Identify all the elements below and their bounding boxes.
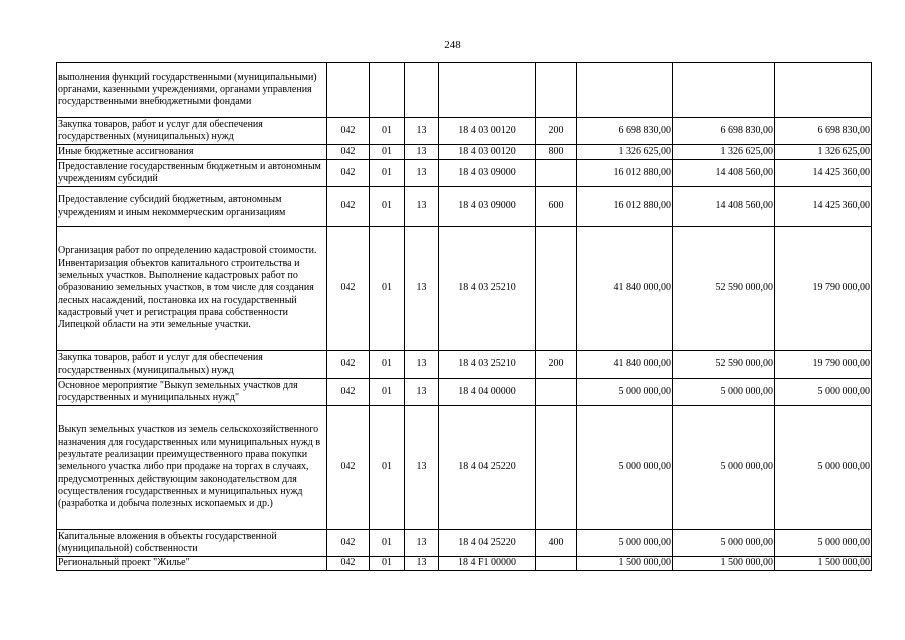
table-body bbox=[57, 63, 872, 571]
row-target-article: 18 4 04 25220 bbox=[439, 530, 536, 557]
row-amount-year-2: 5 000 000,00 bbox=[673, 530, 775, 557]
table-row bbox=[57, 63, 872, 118]
row-amount-year-2: 14 408 560,00 bbox=[673, 187, 775, 227]
row-amount-year-3: 6 698 830,00 bbox=[775, 118, 872, 145]
row-target-article: 18 4 03 00120 bbox=[439, 145, 536, 160]
row-ved-code: 042 bbox=[327, 145, 370, 160]
row-ved-code bbox=[327, 63, 370, 118]
row-amount-year-2: 52 590 000,00 bbox=[673, 351, 775, 379]
row-expense-type: 800 bbox=[536, 145, 577, 160]
row-expense-type bbox=[536, 379, 577, 406]
row-ved-code: 042 bbox=[327, 557, 370, 571]
row-amount-year-1: 5 000 000,00 bbox=[577, 379, 673, 406]
table-row bbox=[57, 351, 872, 379]
row-ved-code: 042 bbox=[327, 379, 370, 406]
row-amount-year-3: 19 790 000,00 bbox=[775, 351, 872, 379]
row-amount-year-3: 19 790 000,00 bbox=[775, 227, 872, 351]
row-amount-year-3 bbox=[775, 63, 872, 118]
row-amount-year-1: 5 000 000,00 bbox=[577, 406, 673, 530]
table-row bbox=[57, 227, 872, 351]
row-amount-year-3: 1 500 000,00 bbox=[775, 557, 872, 571]
row-amount-year-2: 5 000 000,00 bbox=[673, 406, 775, 530]
table-row bbox=[57, 379, 872, 406]
row-section: 01 bbox=[370, 227, 405, 351]
row-name: Выкуп земельных участков из земель сельскохозяйственного назначения для государственных или муниципальных нужд в результате реализации преимущественного права покупки земельного участка либо при продаже на торгах в случаях, предусмотренных действующим законодательством для осуществления государственных и муниципальных нужд (разработка и добыча полезных ископаемых и др.) bbox=[57, 406, 327, 530]
row-name: выполнения функций государственными (муниципальными) органами, казенными учреждениями, органами управления государственными внебюджетными фондами bbox=[57, 63, 327, 118]
row-name: Организация работ по определению кадастровой стоимости. Инвентаризация объектов капитального строительства и земельных участков. Выполнение кадастровых работ по образованию земельных участков, в том числе для создания лесных насаждений, постановка их на государственный кадастровый учет и регистрация права собственности Липецкой области на эти земельные участки. bbox=[57, 227, 327, 351]
row-amount-year-1: 5 000 000,00 bbox=[577, 530, 673, 557]
row-expense-type bbox=[536, 160, 577, 187]
row-subsection bbox=[405, 63, 439, 118]
row-subsection: 13 bbox=[405, 160, 439, 187]
row-amount-year-1: 1 326 625,00 bbox=[577, 145, 673, 160]
row-amount-year-1: 41 840 000,00 bbox=[577, 351, 673, 379]
row-amount-year-2: 5 000 000,00 bbox=[673, 379, 775, 406]
row-target-article: 18 4 03 25210 bbox=[439, 351, 536, 379]
row-ved-code: 042 bbox=[327, 530, 370, 557]
row-section: 01 bbox=[370, 187, 405, 227]
row-name: Предоставление государственным бюджетным и автономным учреждениям субсидий bbox=[57, 160, 327, 187]
row-name: Капитальные вложения в объекты государственной (муниципальной) собственности bbox=[57, 530, 327, 557]
row-target-article: 18 4 03 00120 bbox=[439, 118, 536, 145]
row-ved-code: 042 bbox=[327, 351, 370, 379]
row-section: 01 bbox=[370, 530, 405, 557]
row-section bbox=[370, 63, 405, 118]
row-section: 01 bbox=[370, 118, 405, 145]
row-name: Региональный проект "Жилье" bbox=[57, 557, 327, 571]
table-row bbox=[57, 118, 872, 145]
row-amount-year-2: 1 326 625,00 bbox=[673, 145, 775, 160]
row-subsection: 13 bbox=[405, 379, 439, 406]
row-expense-type bbox=[536, 557, 577, 571]
row-amount-year-1: 1 500 000,00 bbox=[577, 557, 673, 571]
row-target-article: 18 4 04 25220 bbox=[439, 406, 536, 530]
row-amount-year-2 bbox=[673, 63, 775, 118]
table-row bbox=[57, 557, 872, 571]
row-amount-year-2: 6 698 830,00 bbox=[673, 118, 775, 145]
row-amount-year-2: 52 590 000,00 bbox=[673, 227, 775, 351]
row-target-article: 18 4 F1 00000 bbox=[439, 557, 536, 571]
row-section: 01 bbox=[370, 351, 405, 379]
row-ved-code: 042 bbox=[327, 187, 370, 227]
row-name: Закупка товаров, работ и услуг для обеспечения государственных (муниципальных) нужд bbox=[57, 351, 327, 379]
row-target-article bbox=[439, 63, 536, 118]
table-row bbox=[57, 530, 872, 557]
row-amount-year-3: 14 425 360,00 bbox=[775, 160, 872, 187]
row-section: 01 bbox=[370, 406, 405, 530]
row-amount-year-3: 5 000 000,00 bbox=[775, 406, 872, 530]
row-expense-type: 400 bbox=[536, 530, 577, 557]
row-amount-year-1: 16 012 880,00 bbox=[577, 160, 673, 187]
row-amount-year-3: 5 000 000,00 bbox=[775, 379, 872, 406]
row-subsection: 13 bbox=[405, 557, 439, 571]
row-subsection: 13 bbox=[405, 145, 439, 160]
row-name: Иные бюджетные ассигнования bbox=[57, 145, 327, 160]
row-ved-code: 042 bbox=[327, 227, 370, 351]
row-amount-year-2: 14 408 560,00 bbox=[673, 160, 775, 187]
row-amount-year-1 bbox=[577, 63, 673, 118]
row-subsection: 13 bbox=[405, 351, 439, 379]
row-amount-year-1: 41 840 000,00 bbox=[577, 227, 673, 351]
page-number: 248 bbox=[444, 39, 461, 51]
row-amount-year-1: 6 698 830,00 bbox=[577, 118, 673, 145]
row-name: Предоставление субсидий бюджетным, автономным учреждениям и иным некоммерческим организациям bbox=[57, 187, 327, 227]
row-subsection: 13 bbox=[405, 187, 439, 227]
row-amount-year-1: 16 012 880,00 bbox=[577, 187, 673, 227]
row-ved-code: 042 bbox=[327, 406, 370, 530]
row-amount-year-3: 1 326 625,00 bbox=[775, 145, 872, 160]
row-section: 01 bbox=[370, 379, 405, 406]
row-target-article: 18 4 04 00000 bbox=[439, 379, 536, 406]
row-expense-type: 600 bbox=[536, 187, 577, 227]
row-subsection: 13 bbox=[405, 227, 439, 351]
row-target-article: 18 4 03 09000 bbox=[439, 160, 536, 187]
row-expense-type: 200 bbox=[536, 118, 577, 145]
row-expense-type bbox=[536, 227, 577, 351]
row-name: Основное мероприятие "Выкуп земельных участков для государственных и муниципальных нужд" bbox=[57, 379, 327, 406]
row-ved-code: 042 bbox=[327, 160, 370, 187]
row-target-article: 18 4 03 25210 bbox=[439, 227, 536, 351]
table-row bbox=[57, 187, 872, 227]
table-row bbox=[57, 160, 872, 187]
row-target-article: 18 4 03 09000 bbox=[439, 187, 536, 227]
row-expense-type bbox=[536, 63, 577, 118]
row-expense-type bbox=[536, 406, 577, 530]
row-ved-code: 042 bbox=[327, 118, 370, 145]
row-section: 01 bbox=[370, 145, 405, 160]
row-amount-year-2: 1 500 000,00 bbox=[673, 557, 775, 571]
row-subsection: 13 bbox=[405, 406, 439, 530]
row-subsection: 13 bbox=[405, 530, 439, 557]
row-section: 01 bbox=[370, 557, 405, 571]
row-subsection: 13 bbox=[405, 118, 439, 145]
row-expense-type: 200 bbox=[536, 351, 577, 379]
table-row bbox=[57, 406, 872, 530]
table-row bbox=[57, 145, 872, 160]
row-amount-year-3: 5 000 000,00 bbox=[775, 530, 872, 557]
row-section: 01 bbox=[370, 160, 405, 187]
budget-table bbox=[56, 62, 872, 571]
row-name: Закупка товаров, работ и услуг для обеспечения государственных (муниципальных) нужд bbox=[57, 118, 327, 145]
row-amount-year-3: 14 425 360,00 bbox=[775, 187, 872, 227]
